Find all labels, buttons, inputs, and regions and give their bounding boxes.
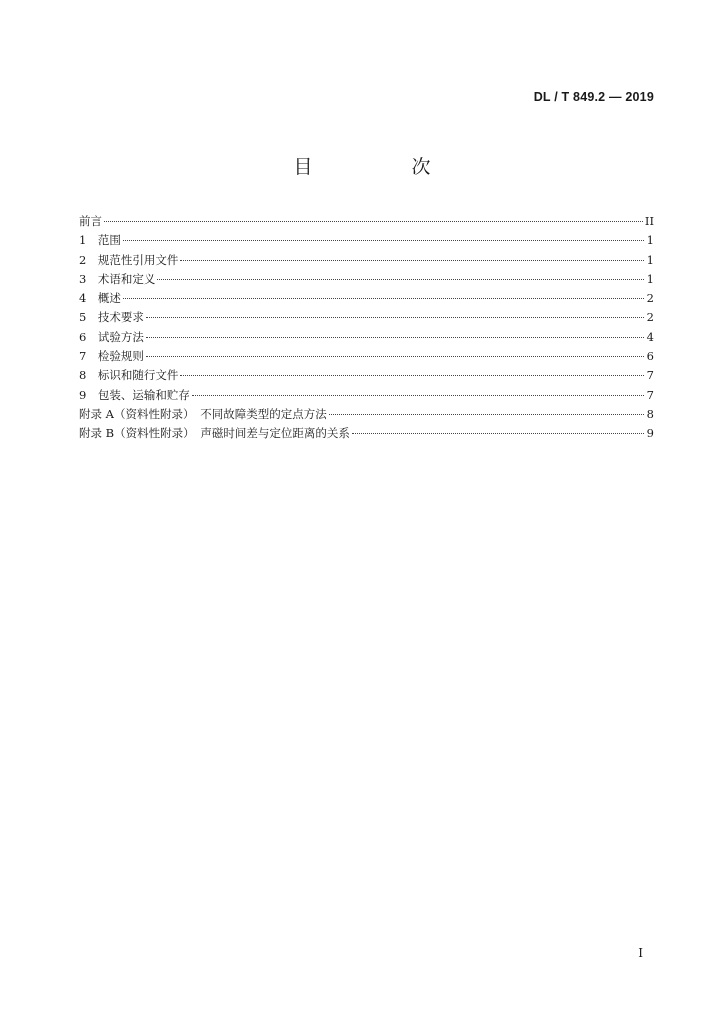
toc-leader-dots [123,298,644,299]
toc-entry-overview[interactable] [79,289,654,308]
toc-entry-page: 1 [646,233,654,248]
toc-leader-dots [180,375,644,376]
table-of-contents [79,212,654,444]
toc-entry-page: 8 [646,406,654,421]
toc-entry-label: 8 标识和随行文件 [79,368,179,383]
toc-entry-inspection-rules[interactable] [79,347,654,366]
toc-entry-technical-requirements[interactable] [79,308,654,327]
toc-leader-dots [146,317,644,318]
toc-entry-scope[interactable] [79,231,654,250]
toc-entry-terms-definitions[interactable] [79,270,654,289]
toc-entry-appendix-a[interactable] [79,405,654,424]
toc-entry-label: 2 规范性引用文件 [79,252,179,267]
standard-code: DL / T 849.2 — 2019 [533,90,654,104]
toc-leader-dots [329,414,644,415]
toc-entry-page: 2 [646,310,654,325]
toc-entry-packaging-transport-storage[interactable] [79,386,654,405]
toc-entry-page: 7 [646,368,654,383]
toc-leader-dots [157,279,644,280]
toc-leader-dots [180,260,644,261]
toc-entry-label: 附录 A（资料性附录） 不同故障类型的定点方法 [79,406,327,421]
toc-entry-page: 9 [646,426,654,441]
toc-entry-label: 6 试验方法 [79,329,144,344]
toc-entry-normative-references[interactable] [79,251,654,270]
toc-entry-label: 1 范围 [79,233,121,248]
page-number: I [638,946,643,960]
toc-leader-dots [146,337,644,338]
toc-entry-test-methods[interactable] [79,328,654,347]
toc-leader-dots [104,221,643,222]
toc-entry-label: 7 检验规则 [79,349,144,364]
toc-entry-label: 附录 B（资料性附录） 声磁时间差与定位距离的关系 [79,426,350,441]
toc-entry-foreword[interactable] [79,212,654,231]
toc-leader-dots [146,356,644,357]
toc-title: 目 次 [293,156,471,178]
toc-entry-marking-documents[interactable] [79,366,654,385]
toc-entry-page: II [644,214,654,228]
toc-entry-label: 4 概述 [79,291,121,306]
toc-entry-page: 6 [646,349,654,364]
toc-leader-dots [352,433,644,434]
toc-entry-page: 1 [646,252,654,267]
toc-entry-label: 5 技术要求 [79,310,144,325]
toc-entry-page: 4 [646,329,654,344]
toc-entry-page: 7 [646,387,654,402]
toc-leader-dots [123,240,644,241]
toc-entry-appendix-b[interactable] [79,424,654,443]
toc-entry-label: 3 术语和定义 [79,271,156,286]
toc-entry-page: 1 [646,271,654,286]
toc-entry-page: 2 [646,291,654,306]
toc-entry-label: 前言 [79,214,102,228]
toc-entry-label: 9 包装、运输和贮存 [79,387,190,402]
toc-leader-dots [192,395,644,396]
